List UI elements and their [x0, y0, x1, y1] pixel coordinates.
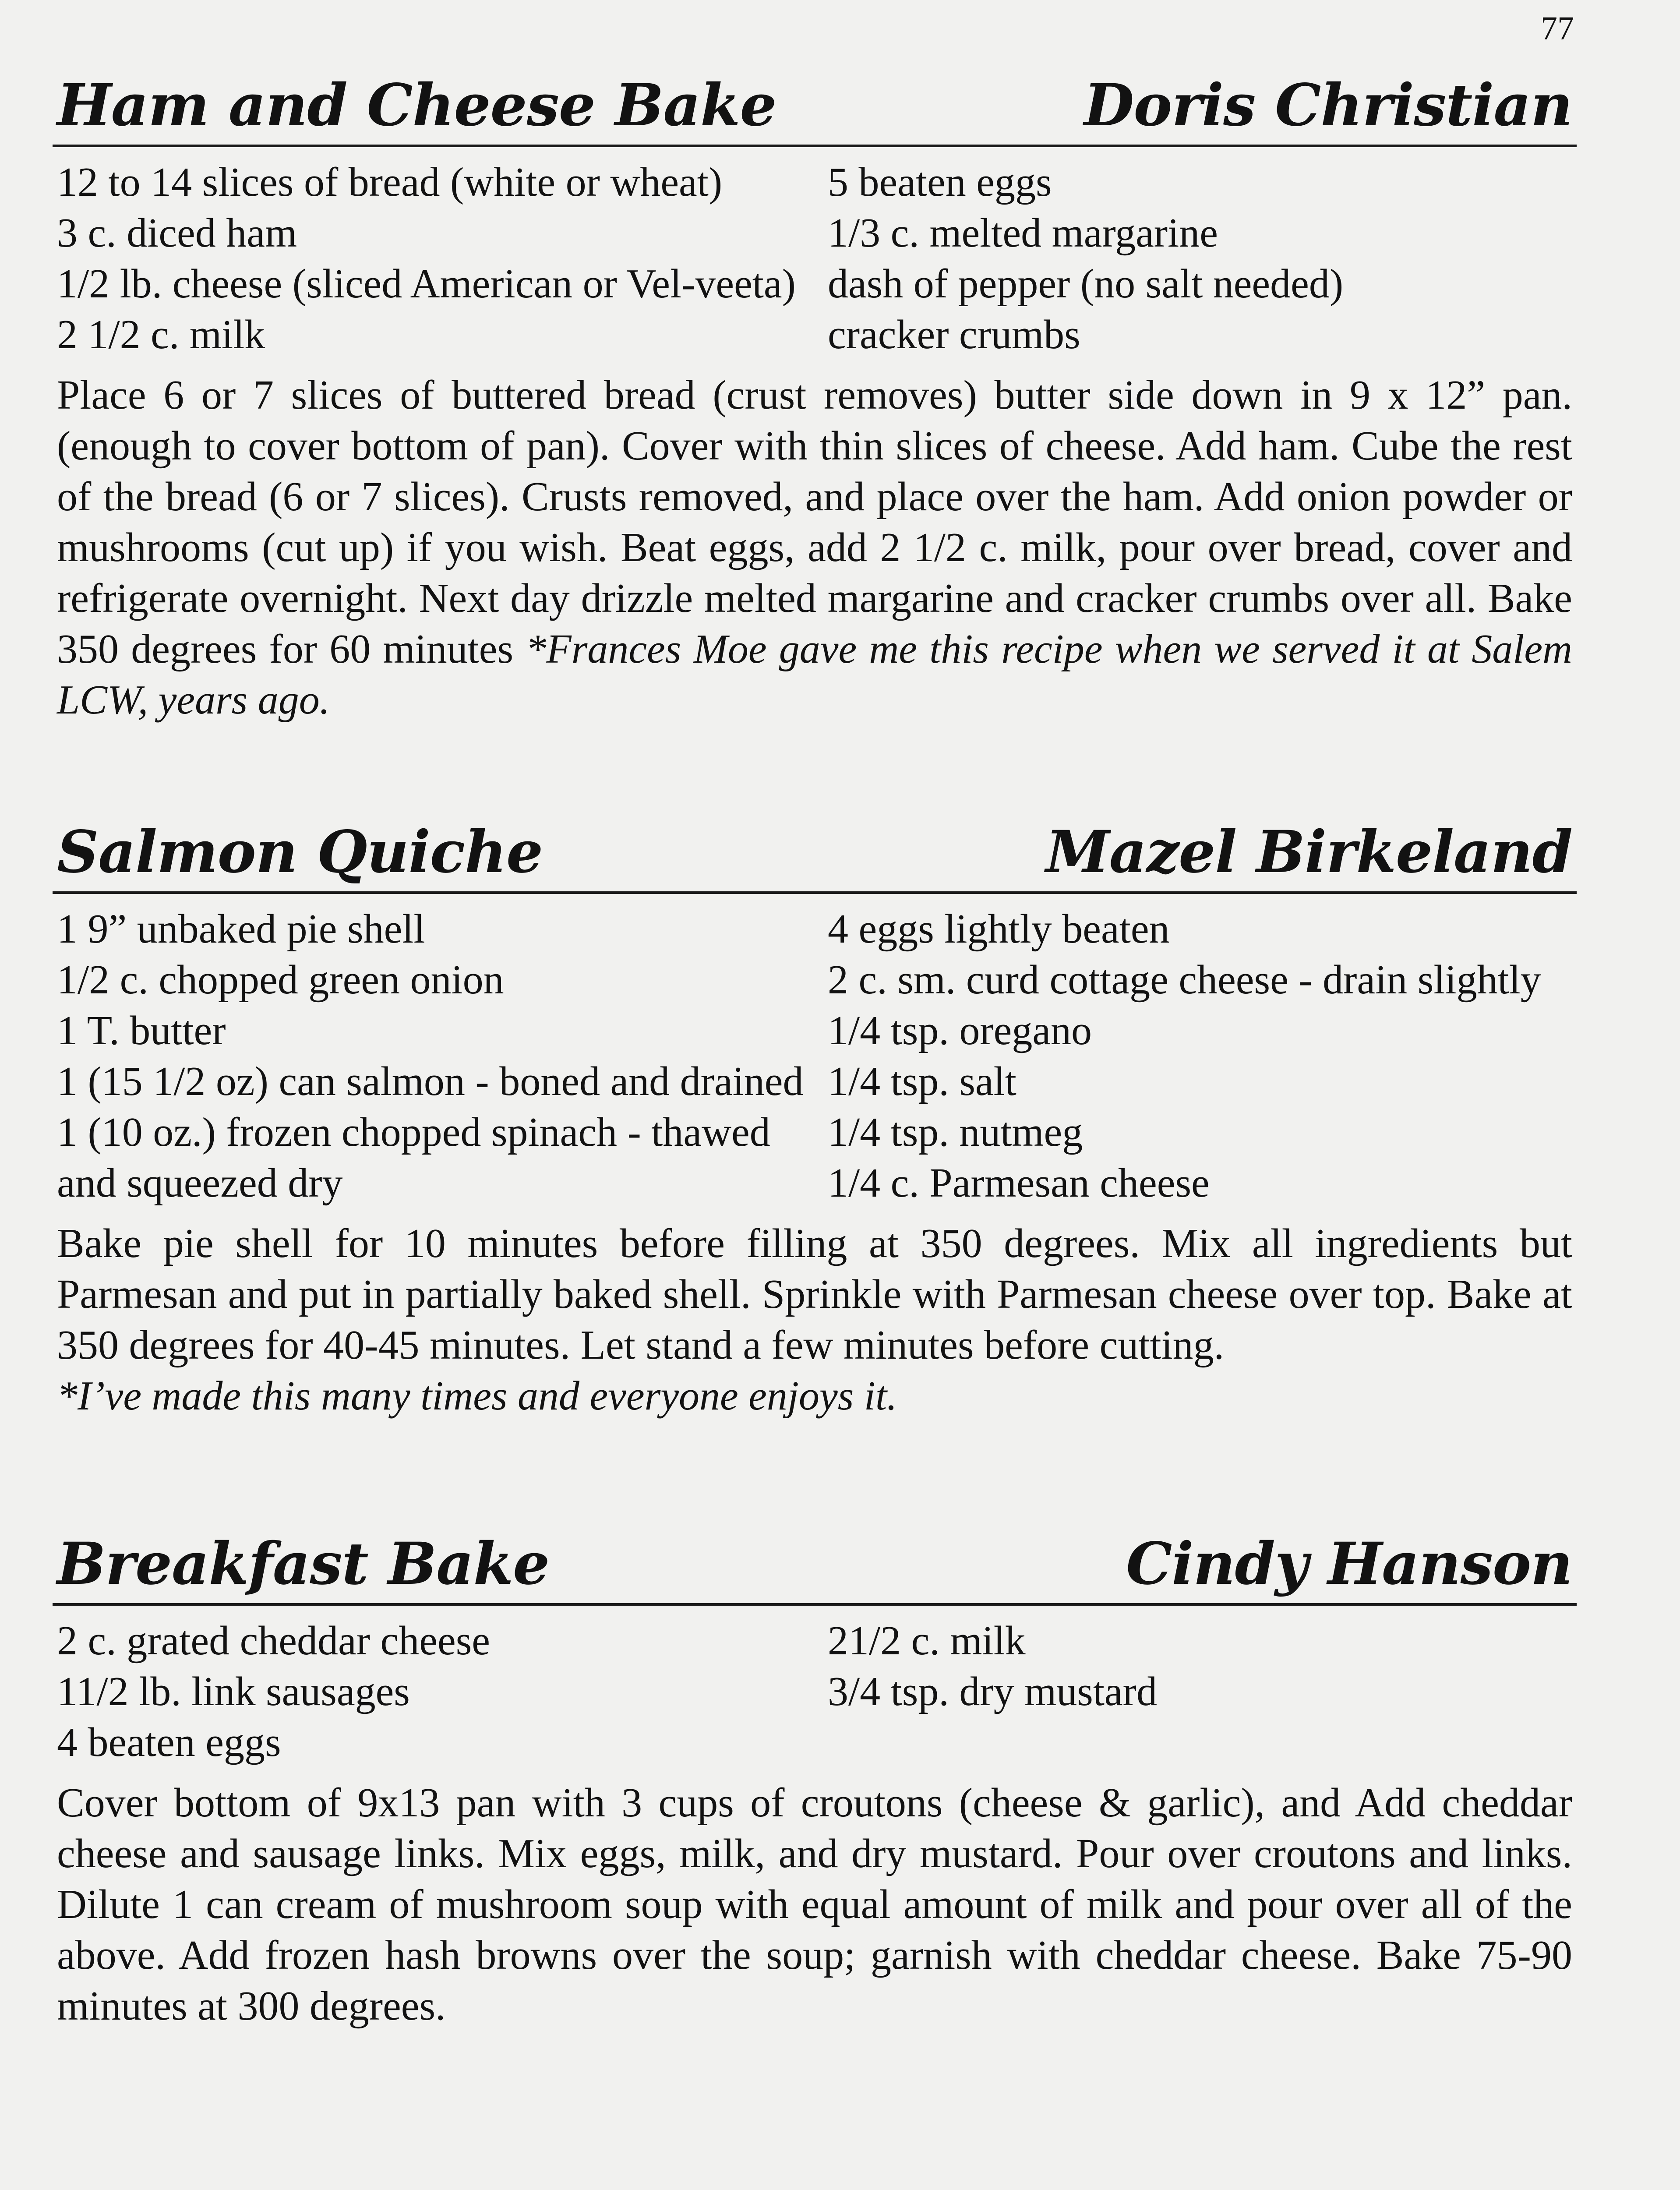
- ingredient: 4 beaten eggs: [57, 1720, 281, 1765]
- ingredient: 1/2 c. chopped green onion: [57, 957, 504, 1003]
- ingredient: 21/2 c. milk: [828, 1618, 1026, 1664]
- ingredient: 1/2 lb. cheese (sliced American or Vel-veeta): [57, 261, 796, 307]
- recipe-author: Doris Christian: [1084, 71, 1572, 139]
- ingredient: dash of pepper (no salt needed): [828, 261, 1344, 307]
- ingredient-list: [53, 904, 1577, 1208]
- instructions-text: Place 6 or 7 slices of buttered bread (crust removes) butter side down in 9 x 12” pan. (enough to cover bottom of pan). Cover with thin slices of cheese. Add ham. Cube the rest of the bread (6 or 7 slices). Crusts removed, and place over the ham. Add onion powder or mushrooms (cut up) if you wish. Beat eggs, add 2 1/2 c. milk, pour over bread, cover and refrigerate overnight. Next day drizzle melted margarine and cracker crumbs over all. Bake 350 degrees for 60 minutes: [57, 372, 1572, 672]
- ingredient: 1 (10 oz.) frozen chopped spinach - thawed and squeezed dry: [57, 1109, 770, 1206]
- recipe-title: Breakfast Bake: [57, 1530, 550, 1598]
- ingredient-column-right: [828, 904, 1577, 1208]
- ingredient: 1/3 c. melted margarine: [828, 210, 1218, 256]
- ingredient: 3/4 tsp. dry mustard: [828, 1669, 1157, 1714]
- instructions-text: Cover bottom of 9x13 pan with 3 cups of croutons (cheese & garlic), and Add cheddar cheese and sausage links. Mix eggs, milk, and dry mustard. Pour over croutons and links. Dilute 1 can cream of mushroom soup with equal amount of milk and pour over all of the above. Add frozen hash browns over the soup; garnish with cheddar cheese. Bake 75-90 minutes at 300 degrees.: [57, 1780, 1572, 2029]
- recipe-title: Ham and Cheese Bake: [57, 71, 776, 139]
- ingredient: 11/2 lb. link sausages: [57, 1669, 410, 1714]
- ingredient-list: [53, 157, 1577, 360]
- recipe-note: *I’ve made this many times and everyone enjoys it.: [57, 1373, 897, 1419]
- ingredient-column-left: [53, 904, 828, 1208]
- ingredient: 4 eggs lightly beaten: [828, 906, 1170, 952]
- instructions-text: Bake pie shell for 10 minutes before filling at 350 degrees. Mix all ingredients but Parmesan and put in partially baked shell. Sprinkle with Parmesan cheese over top. Bake at 350 degrees for 40-45 minutes. Let stand a few minutes before cutting.: [57, 1221, 1572, 1368]
- recipe-instructions: [53, 1218, 1577, 1421]
- page-number: 77: [1541, 10, 1574, 47]
- ingredient: 1 9” unbaked pie shell: [57, 906, 425, 952]
- recipe-note: *Frances Moe gave me this recipe when we served it at Salem LCW, years ago.: [57, 626, 1573, 723]
- recipe-instructions: [53, 1777, 1577, 2031]
- ingredient: cracker crumbs: [828, 312, 1080, 357]
- ingredient: 1/4 tsp. oregano: [828, 1008, 1092, 1053]
- recipe-salmon-quiche: [53, 818, 1577, 1421]
- recipe-author: Mazel Birkeland: [1045, 818, 1572, 886]
- recipe-ham-and-cheese-bake: [53, 71, 1577, 725]
- ingredient: 1/4 tsp. salt: [828, 1059, 1016, 1104]
- ingredient: 12 to 14 slices of bread (white or wheat): [57, 159, 723, 205]
- ingredient-column-left: [53, 1615, 828, 1768]
- recipe-header: [53, 71, 1577, 147]
- ingredient: 1/4 c. Parmesan cheese: [828, 1160, 1210, 1206]
- ingredient-column-left: [53, 157, 828, 360]
- recipe-header: [53, 818, 1577, 894]
- ingredient: 2 c. grated cheddar cheese: [57, 1618, 491, 1664]
- recipe-author: Cindy Hanson: [1126, 1530, 1572, 1598]
- ingredient-column-right: [828, 157, 1577, 360]
- ingredient: 2 c. sm. curd cottage cheese - drain slightly: [828, 957, 1541, 1003]
- ingredient: 2 1/2 c. milk: [57, 312, 265, 357]
- ingredient: 5 beaten eggs: [828, 159, 1052, 205]
- ingredient: 1/4 tsp. nutmeg: [828, 1109, 1083, 1155]
- ingredient-list: [53, 1615, 1577, 1768]
- ingredient: 1 T. butter: [57, 1008, 226, 1053]
- recipe-instructions: [53, 370, 1577, 725]
- recipe-title: Salmon Quiche: [57, 818, 543, 886]
- recipe-header: [53, 1530, 1577, 1606]
- ingredient: 3 c. diced ham: [57, 210, 297, 256]
- recipe-breakfast-bake: [53, 1530, 1577, 2031]
- ingredient: 1 (15 1/2 oz) can salmon - boned and drained: [57, 1059, 804, 1104]
- ingredient-column-right: [828, 1615, 1577, 1768]
